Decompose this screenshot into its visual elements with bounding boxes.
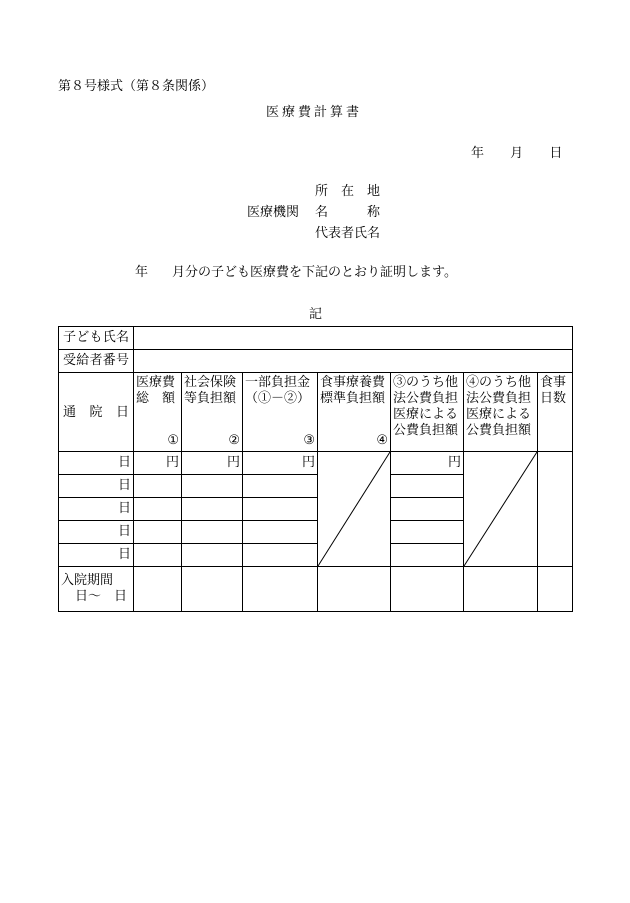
- date-day: 日: [549, 146, 563, 161]
- social-insurance-cell[interactable]: [182, 521, 243, 544]
- medical-total-header: 医療費 総 額 ①: [134, 373, 182, 452]
- social-insurance-cell[interactable]: 円: [182, 452, 243, 475]
- child-name-field[interactable]: [134, 327, 573, 350]
- hospitalization-period-cell[interactable]: [59, 567, 134, 612]
- other-law-3-cell[interactable]: [391, 475, 464, 498]
- recipient-number-row: [59, 350, 573, 373]
- partial-burden-cell[interactable]: [243, 498, 318, 521]
- visit-row: [59, 452, 573, 475]
- meal-days-cell[interactable]: [538, 452, 573, 567]
- institution-representative-label: 代表者氏名: [315, 226, 381, 241]
- institution-block: [247, 181, 380, 244]
- form-number: 第８号様式（第８条関係）: [58, 79, 215, 94]
- visit-day-cell[interactable]: 日: [59, 452, 134, 475]
- partial-burden-header: 一部負担金 （①－②） ③: [243, 373, 318, 452]
- other-law-3-cell[interactable]: [391, 544, 464, 567]
- visit-day-header: 通 院 日: [59, 373, 134, 452]
- medical-total-cell[interactable]: [134, 544, 182, 567]
- visit-day-cell[interactable]: 日: [59, 498, 134, 521]
- other-law-4-header: ④のうち他 法公費負担 医療による 公費負担額: [464, 373, 538, 452]
- other-law-3-cell[interactable]: [391, 521, 464, 544]
- partial-burden-cell[interactable]: [243, 521, 318, 544]
- header-row: [59, 373, 573, 452]
- institution-name-label: 名 称: [315, 205, 381, 220]
- date-year: 年: [471, 146, 485, 161]
- other-law-3-cell[interactable]: [391, 498, 464, 521]
- partial-burden-cell[interactable]: [243, 475, 318, 498]
- other-law-3-cell[interactable]: [391, 567, 464, 612]
- visit-day-cell[interactable]: 日: [59, 475, 134, 498]
- hospitalization-row: [59, 567, 573, 612]
- medical-total-cell[interactable]: [134, 498, 182, 521]
- document-title: 医療費計算書: [266, 105, 363, 120]
- institution-prefix: 医療機関: [247, 205, 300, 220]
- recipient-number-field[interactable]: [134, 350, 573, 373]
- meal-standard-diagonal: [318, 452, 391, 567]
- social-insurance-header: 社会保険 等負担額 ②: [182, 373, 243, 452]
- date-month: 月: [510, 146, 524, 161]
- meal-days-header: 食事 日数: [538, 373, 573, 452]
- other-law-4-cell[interactable]: [464, 567, 538, 612]
- child-name-label: 子 ど も 氏 名: [59, 327, 134, 350]
- other-law-4-diagonal: [464, 452, 538, 567]
- partial-burden-cell[interactable]: [243, 567, 318, 612]
- meal-standard-cell[interactable]: [318, 567, 391, 612]
- social-insurance-cell[interactable]: [182, 498, 243, 521]
- partial-burden-cell[interactable]: [243, 544, 318, 567]
- social-insurance-cell[interactable]: [182, 544, 243, 567]
- statement-year: 年: [135, 265, 149, 280]
- medical-total-cell[interactable]: 円: [134, 452, 182, 475]
- recipient-number-label: 受 給 者 番 号: [59, 350, 134, 373]
- partial-burden-cell[interactable]: 円: [243, 452, 318, 475]
- hospitalization-label: 入院期間: [61, 573, 114, 588]
- medical-expense-table: [58, 326, 573, 612]
- medical-total-cell[interactable]: [134, 475, 182, 498]
- date-line: [471, 142, 584, 161]
- visit-day-cell[interactable]: 日: [59, 521, 134, 544]
- other-law-3-header: ③のうち他 法公費負担 医療による 公費負担額: [391, 373, 464, 452]
- visit-day-cell[interactable]: 日: [59, 544, 134, 567]
- meal-standard-header: 食事療養費 標準負担額 ④: [318, 373, 391, 452]
- hospitalization-range: 日～ 日: [75, 589, 128, 604]
- other-law-3-cell[interactable]: 円: [391, 452, 464, 475]
- diagonal-line-icon: [318, 452, 390, 566]
- certification-statement: [135, 261, 457, 280]
- ki-heading: 記: [309, 307, 323, 322]
- social-insurance-cell[interactable]: [182, 475, 243, 498]
- meal-days-cell[interactable]: [538, 567, 573, 612]
- child-name-row: [59, 327, 573, 350]
- diagonal-line-icon: [464, 452, 537, 566]
- statement-text: 月分の子ども医療費を下記のとおり証明します。: [172, 265, 457, 280]
- medical-total-cell[interactable]: [134, 567, 182, 612]
- social-insurance-cell[interactable]: [182, 567, 243, 612]
- medical-total-cell[interactable]: [134, 521, 182, 544]
- institution-address-label: 所 在 地: [315, 184, 381, 199]
